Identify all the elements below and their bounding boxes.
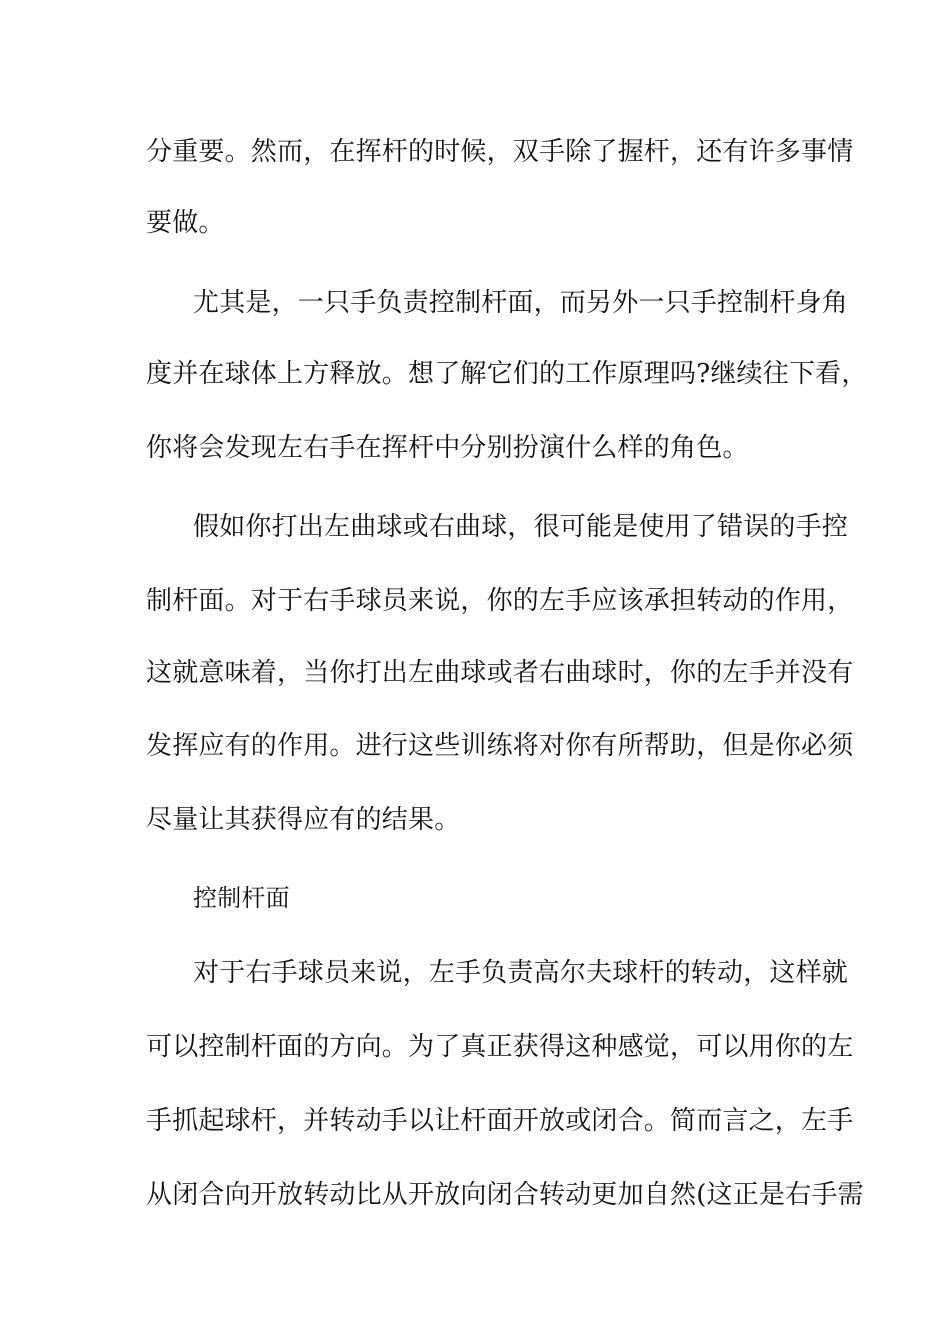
- text-line: 分重要。然而，在挥杆的时候，双手除了握杆，还有许多事情: [146, 137, 854, 167]
- text-line: 从闭合向开放转动比从开放向闭合转动更加自然(这正是右手需: [146, 1180, 864, 1210]
- section-heading: 控制杆面: [193, 884, 290, 912]
- paragraph-first-line: 假如你打出左曲球或右曲球，很可能是使用了错误的手控: [193, 512, 849, 542]
- text-line: 可以控制杆面的方向。为了真正获得这种感觉，可以用你的左: [146, 1032, 854, 1062]
- text-line: 你将会发现左右手在挥杆中分别扮演什么样的角色。: [146, 433, 749, 463]
- text-line: 尽量让其获得应有的结果。: [146, 805, 461, 835]
- text-line: 制杆面。对于右手球员来说，你的左手应该承担转动的作用，: [146, 586, 854, 616]
- text-line: 手抓起球杆，并转动手以让杆面开放或闭合。简而言之，左手: [146, 1106, 854, 1136]
- paragraph-first-line: 对于右手球员来说，左手负责高尔夫球杆的转动，这样就: [193, 958, 849, 988]
- paragraph-first-line: 尤其是，一只手负责控制杆面，而另外一只手控制杆身角: [193, 288, 849, 318]
- text-line: 度并在球体上方释放。想了解它们的工作原理吗?继续往下看，: [146, 359, 868, 389]
- text-line: 要做。: [146, 208, 225, 238]
- text-line: 发挥应有的作用。进行这些训练将对你有所帮助，但是你必须: [146, 731, 854, 761]
- text-line: 这就意味着，当你打出左曲球或者右曲球时，你的左手并没有: [146, 658, 854, 688]
